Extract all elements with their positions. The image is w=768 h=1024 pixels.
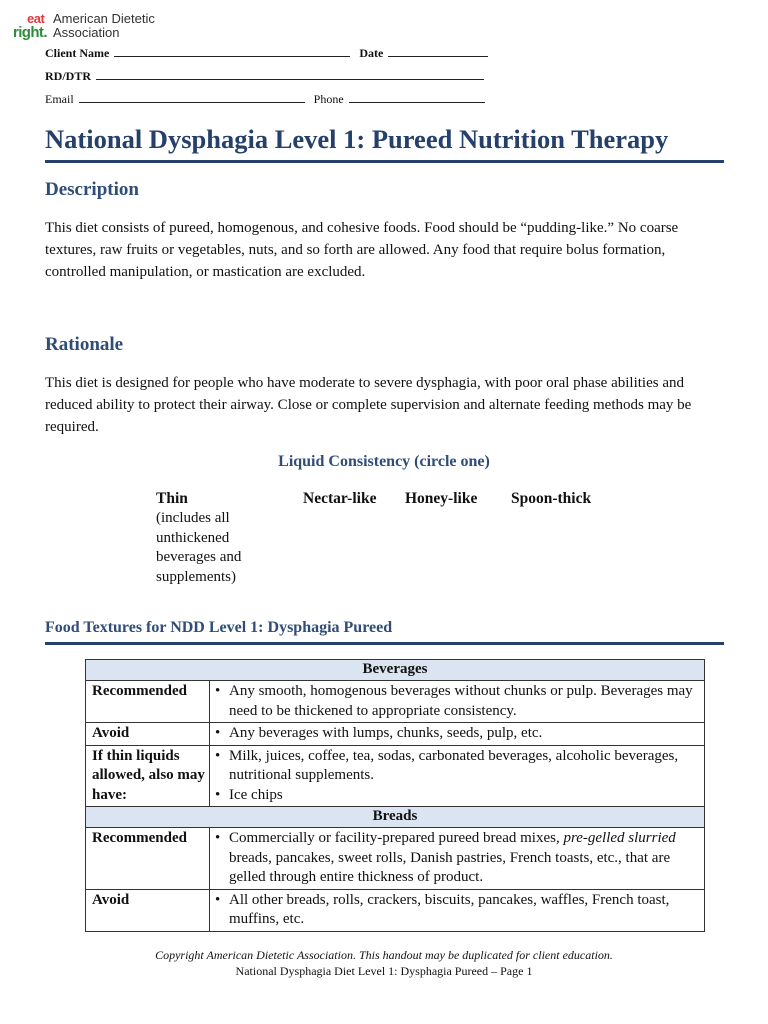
rationale-heading: Rationale xyxy=(45,334,124,355)
rationale-text: This diet is designed for people who have moderate to severe dysphagia, with poor oral phase abilities and reduced ability to protect their airway. Close or complete supervision and alternate feeding methods may be required. xyxy=(45,375,692,435)
client-date-line xyxy=(45,46,488,60)
description-text: This diet consists of pureed, homogenous, and cohesive foods. Food should be “pudding-like.” No coarse textures, raw fruits or vegetables, nuts, and so forth are allowed. Any food that require bolus formation, controlled manipulation, or mastication are excluded. xyxy=(45,220,679,280)
page-title: National Dysphagia Level 1: Pureed Nutrition Therapy xyxy=(45,124,669,154)
rd-line xyxy=(45,69,484,83)
list-item xyxy=(215,829,698,888)
bread-recommended-post: breads, pancakes, sweet rolls, Danish pastries, French toasts, etc., that are gelled through entire thickness of product. xyxy=(229,849,671,885)
organization-name-line2: Association xyxy=(53,25,120,40)
option-honey-like[interactable]: Honey-like xyxy=(405,490,478,507)
rd-dtr-field[interactable] xyxy=(96,69,484,80)
eatright-logo xyxy=(13,12,163,42)
option-nectar-like[interactable]: Nectar-like xyxy=(303,490,377,507)
table-row xyxy=(86,681,705,723)
food-textures-heading: Food Textures for NDD Level 1: Dysphagia Pureed xyxy=(45,619,393,636)
eatright-mark xyxy=(13,12,53,42)
food-textures-table xyxy=(85,659,705,932)
category-beverages: Beverages xyxy=(86,660,705,681)
copyright-notice: Copyright American Dietetic Association. This handout may be duplicated for client education. xyxy=(155,948,613,962)
bread-recommended-italic: pre-gelled slurried xyxy=(563,830,676,846)
option-thin[interactable]: Thin xyxy=(156,490,188,507)
list-item: • All other breads, rolls, crackers, biscuits, pancakes, waffles, French toast, muffins, etc. xyxy=(215,891,698,930)
email-label: Email xyxy=(45,92,74,106)
row-label-recommended: Recommended xyxy=(86,828,210,890)
title-divider xyxy=(45,160,724,163)
liquid-consistency-heading: Liquid Consistency (circle one) xyxy=(278,453,490,470)
thin-note: (includes all unthickened beverages and supplements) xyxy=(156,510,242,585)
table-row xyxy=(86,889,705,931)
table-row xyxy=(86,723,705,746)
email-field[interactable] xyxy=(79,92,305,103)
row-content xyxy=(210,828,705,890)
table-row xyxy=(86,660,705,681)
table-row xyxy=(86,745,705,807)
page-footer: National Dysphagia Diet Level 1: Dysphagia Pureed – Page 1 xyxy=(235,964,533,978)
organization-name-line1: American Dietetic xyxy=(53,11,155,26)
email-phone-line xyxy=(45,92,485,106)
bread-recommended-pre: Commercially or facility-prepared pureed bread mixes, xyxy=(229,830,564,846)
date-field[interactable] xyxy=(388,46,488,57)
option-spoon-thick[interactable]: Spoon-thick xyxy=(511,490,592,507)
table-row xyxy=(86,828,705,890)
list-item: • Milk, juices, coffee, tea, sodas, carbonated beverages, alcoholic beverages, nutritional supplements. xyxy=(215,747,698,786)
logo-eat-text: eat xyxy=(27,11,45,26)
row-label-thin-liquids: If thin liquids allowed, also may have: xyxy=(86,745,210,807)
row-label-avoid: Avoid xyxy=(86,723,210,746)
row-content xyxy=(210,745,705,807)
category-breads: Breads xyxy=(86,807,705,828)
list-item: • Any beverages with lumps, chunks, seeds, pulp, etc. xyxy=(215,724,698,744)
table-row xyxy=(86,807,705,828)
phone-label: Phone xyxy=(313,92,344,106)
date-label: Date xyxy=(359,46,384,60)
client-name-label: Client Name xyxy=(45,46,110,60)
list-item: • Ice chips xyxy=(215,786,698,806)
client-name-field[interactable] xyxy=(114,46,350,57)
row-content xyxy=(210,889,705,931)
row-label-avoid: Avoid xyxy=(86,889,210,931)
row-content xyxy=(210,723,705,746)
rd-dtr-label: RD/DTR xyxy=(45,69,92,83)
organization-name xyxy=(53,12,155,40)
food-textures-divider xyxy=(45,642,724,645)
phone-field[interactable] xyxy=(349,92,485,103)
row-content xyxy=(210,681,705,723)
description-heading: Description xyxy=(45,179,139,200)
list-item: • Any smooth, homogenous beverages without chunks or pulp. Beverages may need to be thickened to appropriate consistency. xyxy=(215,682,698,721)
row-label-recommended: Recommended xyxy=(86,681,210,723)
logo-right-text: right. xyxy=(13,24,47,41)
